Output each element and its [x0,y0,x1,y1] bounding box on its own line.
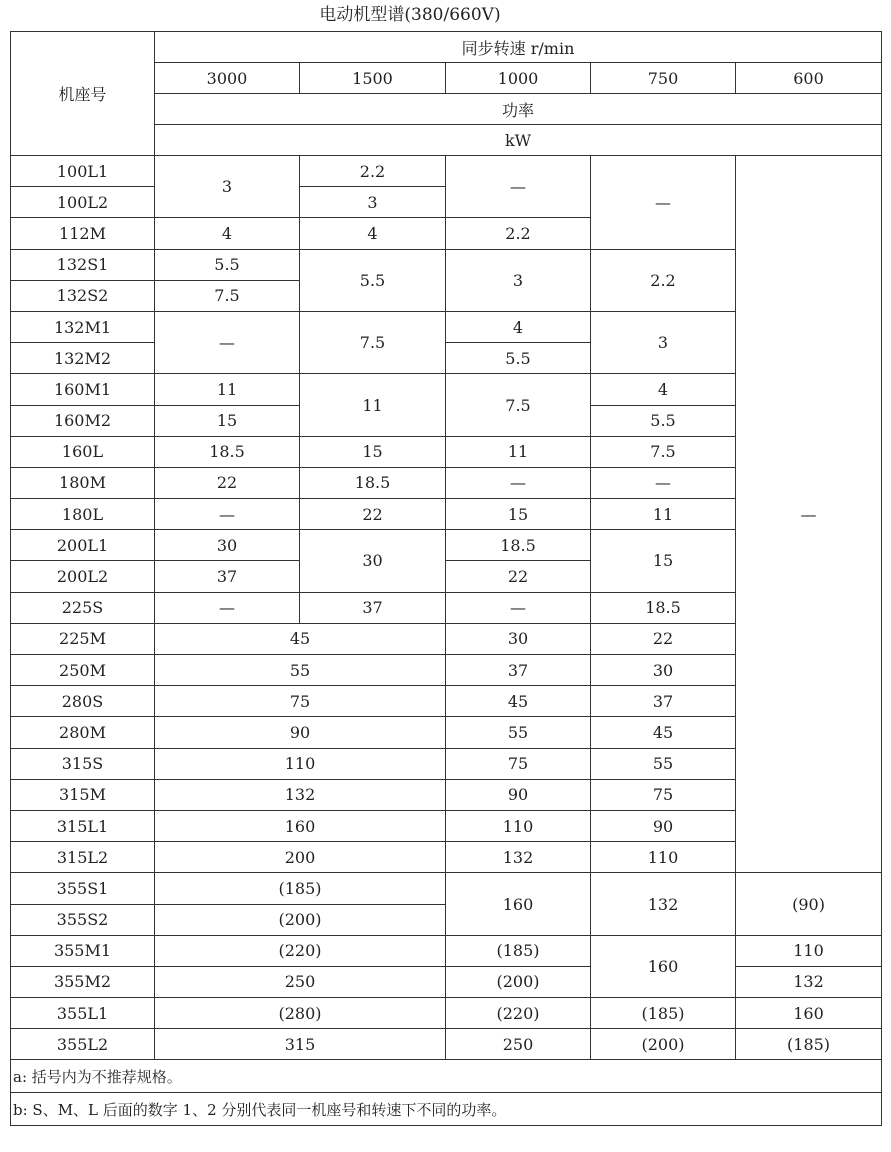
power-cell: 37 [155,561,300,592]
power-cell: 22 [155,467,300,498]
power-cell: 160 [736,998,882,1029]
power-cell: — [736,156,882,873]
power-cell: (185) [446,935,591,966]
note-row [11,1060,882,1093]
power-cell: 11 [446,436,591,467]
power-cell: 37 [446,655,591,686]
power-cell: 5.5 [300,249,446,311]
power-cell: 90 [155,717,446,748]
speed-3000: 3000 [155,63,300,94]
power-cell: 45 [591,717,736,748]
frame-cell: 160M2 [11,405,155,436]
power-cell: 110 [155,748,446,779]
power-cell: 5.5 [446,343,591,374]
power-cell: 250 [446,1029,591,1060]
frame-cell: 160L [11,436,155,467]
power-cell: 55 [446,717,591,748]
power-cell: — [155,311,300,373]
power-cell: 3 [591,311,736,373]
power-cell: 7.5 [591,436,736,467]
table-title: 电动机型谱(380/660V) [319,5,501,25]
speed-1500: 1500 [300,63,446,94]
frame-cell: 355M1 [11,935,155,966]
power-cell: (280) [155,998,446,1029]
speed-750: 750 [591,63,736,94]
power-cell: 110 [736,935,882,966]
frame-cell: 280M [11,717,155,748]
power-cell: 7.5 [446,374,591,436]
power-cell: 110 [591,842,736,873]
frame-cell: 132S1 [11,249,155,280]
power-cell: — [446,592,591,623]
table-row [11,998,882,1029]
power-cell: 250 [155,966,446,997]
power-cell: 90 [591,810,736,841]
power-cell: (185) [155,873,446,904]
power-cell: 11 [591,499,736,530]
power-cell: 30 [155,530,300,561]
unit-header: kW [155,125,882,156]
power-cell: (200) [591,1029,736,1060]
power-cell: 55 [591,748,736,779]
frame-cell: 200L1 [11,530,155,561]
frame-cell: 355M2 [11,966,155,997]
frame-cell: 100L2 [11,187,155,218]
power-cell: 4 [300,218,446,249]
power-cell: 75 [155,686,446,717]
power-cell: 37 [591,686,736,717]
power-cell: 5.5 [155,249,300,280]
frame-cell: 200L2 [11,561,155,592]
power-cell: 5.5 [591,405,736,436]
power-cell: 30 [446,623,591,654]
power-cell: 200 [155,842,446,873]
power-cell: 75 [446,748,591,779]
power-cell: 4 [446,311,591,342]
power-cell: 2.2 [300,156,446,187]
power-cell: 11 [155,374,300,405]
power-cell: 132 [446,842,591,873]
note-row [11,1093,882,1126]
power-cell: — [591,156,736,250]
frame-cell: 315S [11,748,155,779]
power-cell: 18.5 [446,530,591,561]
power-cell: 18.5 [155,436,300,467]
frame-cell: 315M [11,779,155,810]
power-cell: 22 [300,499,446,530]
power-cell: — [155,499,300,530]
power-cell: 7.5 [155,280,300,311]
frame-cell: 355L1 [11,998,155,1029]
power-cell: (185) [591,998,736,1029]
power-cell: 18.5 [591,592,736,623]
note-b: b: S、M、L 后面的数字 1、2 分别代表同一机座号和转速下不同的功率。 [11,1093,882,1126]
frame-cell: 132M2 [11,343,155,374]
frame-cell: 355L2 [11,1029,155,1060]
speed-header: 同步转速 r/min [155,32,882,63]
frame-cell: 250M [11,655,155,686]
power-cell: 132 [736,966,882,997]
power-cell: 4 [591,374,736,405]
power-cell: 75 [591,779,736,810]
speed-1000: 1000 [446,63,591,94]
power-cell: 7.5 [300,311,446,373]
frame-cell: 355S1 [11,873,155,904]
speed-600: 600 [736,63,882,94]
power-cell: — [446,467,591,498]
power-cell: 4 [155,218,300,249]
table-row [11,156,882,187]
power-cell: (220) [446,998,591,1029]
power-cell: 110 [446,810,591,841]
frame-cell: 355S2 [11,904,155,935]
power-cell: 30 [300,530,446,592]
frame-cell: 315L1 [11,810,155,841]
power-cell: 55 [155,655,446,686]
note-a: a: 括号内为不推荐规格。 [11,1060,882,1093]
power-cell: 15 [300,436,446,467]
frame-cell: 160M1 [11,374,155,405]
power-cell: — [155,592,300,623]
frame-cell: 225S [11,592,155,623]
power-cell: (90) [736,873,882,935]
power-cell: 3 [446,249,591,311]
power-cell: 90 [446,779,591,810]
power-cell: (200) [155,904,446,935]
power-cell: 3 [300,187,446,218]
power-cell: 3 [155,156,300,218]
frame-cell: 180M [11,467,155,498]
power-cell: 15 [446,499,591,530]
power-cell: 160 [591,935,736,997]
power-cell: 2.2 [446,218,591,249]
table-row [11,966,882,997]
power-cell: 45 [155,623,446,654]
power-cell: 132 [155,779,446,810]
power-header: 功率 [155,94,882,125]
power-cell: 22 [446,561,591,592]
frame-cell: 100L1 [11,156,155,187]
frame-cell: 112M [11,218,155,249]
frame-header: 机座号 [11,32,155,156]
table-row [11,873,882,904]
power-cell: 22 [591,623,736,654]
power-cell: 160 [446,873,591,935]
power-cell: 2.2 [591,249,736,311]
power-cell: 18.5 [300,467,446,498]
power-cell: 315 [155,1029,446,1060]
motor-spec-table [10,31,882,1126]
table-row [11,1029,882,1060]
power-cell: 132 [591,873,736,935]
frame-cell: 315L2 [11,842,155,873]
frame-cell: 225M [11,623,155,654]
power-cell: 15 [155,405,300,436]
table-row [11,935,882,966]
power-cell: — [446,156,591,218]
frame-cell: 132M1 [11,311,155,342]
power-cell: 45 [446,686,591,717]
power-cell: 11 [300,374,446,436]
frame-cell: 132S2 [11,280,155,311]
power-cell: 37 [300,592,446,623]
frame-cell: 180L [11,499,155,530]
power-cell: 160 [155,810,446,841]
frame-cell: 280S [11,686,155,717]
power-cell: 15 [591,530,736,592]
power-cell: (220) [155,935,446,966]
power-cell: (185) [736,1029,882,1060]
power-cell: 30 [591,655,736,686]
header-row [11,32,882,63]
power-cell: — [591,467,736,498]
power-cell: (200) [446,966,591,997]
